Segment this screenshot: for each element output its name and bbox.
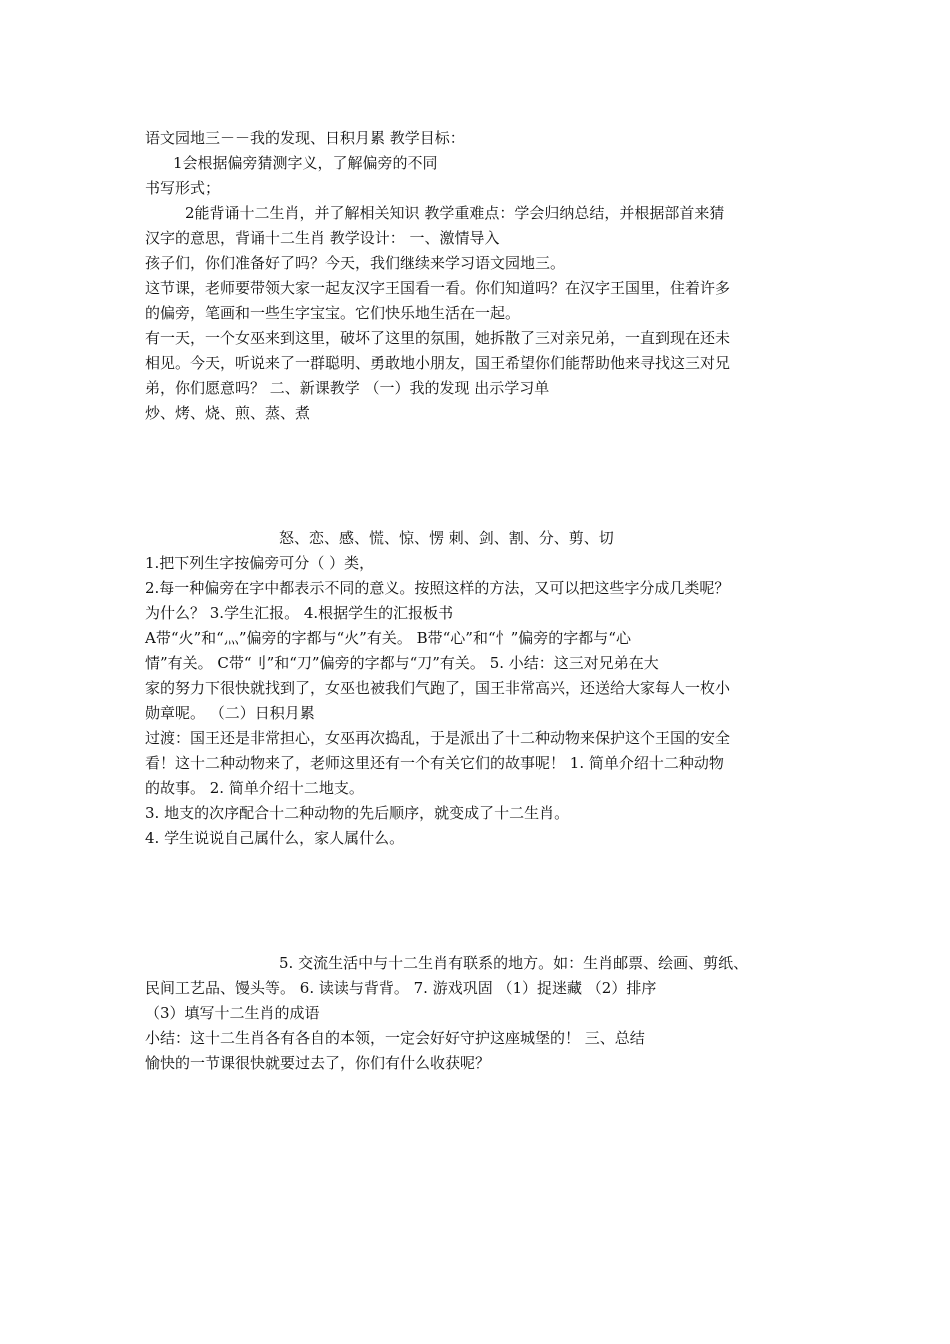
text-line: 书写形式； <box>145 179 221 197</box>
text-line: 弟，你们愿意吗？ 二、新课教学 （一）我的发现 出示学习单 <box>145 379 550 397</box>
text-line: 4. 学生说说自己属什么，家人属什么。 <box>145 829 405 847</box>
text-line: 家的努力下很快就找到了，女巫也被我们气跑了，国王非常高兴，还送给大家每人一枚小 <box>145 679 731 697</box>
text-line: 民间工艺品、馒头等。 6. 读读与背背。 7. 游戏巩固 （1）捉迷藏 （2）排序 <box>145 979 657 997</box>
text-line: 1.把下列生字按偏旁可分（ ）类， <box>145 554 375 572</box>
text-line: 汉字的意思，背诵十二生肖 教学设计： 一、激情导入 <box>145 229 500 247</box>
text-line: 炒、烤、烧、煎、蒸、煮 <box>145 404 311 422</box>
text-line: 2能背诵十二生肖，并了解相关知识 教学重难点：学会归纳总结，并根据部首来猜 <box>185 204 725 222</box>
text-line: 勋章呢。 （二）日积月累 <box>145 704 315 722</box>
text-line: 1会根据偏旁猜测字义，了解偏旁的不同 <box>173 154 438 172</box>
text-line: 愉快的一节课很快就要过去了，你们有什么收获呢？ <box>145 1054 491 1072</box>
text-line: 为什么？ 3.学生汇报。 4.根据学生的汇报板书 <box>145 604 454 622</box>
text-line: 的故事。 2. 简单介绍十二地支。 <box>145 779 364 797</box>
text-line: 情”有关。 C带“刂”和“刀”偏旁的字都与“刀”有关。 5. 小结：这三对兄弟在大 <box>145 654 659 672</box>
text-line: 小结：这十二生肖各有各自的本领，一定会好好守护这座城堡的！ 三、总结 <box>145 1029 645 1047</box>
text-line: A带“火”和“灬”偏旁的字都与“火”有关。 B带“心”和“忄”偏旁的字都与“心 <box>145 629 631 647</box>
text-line: 的偏旁，笔画和一些生字宝宝。它们快乐地生活在一起。 <box>145 304 521 322</box>
text-line: 语文园地三－－我的发现、日积月累 教学目标： <box>145 129 465 147</box>
text-line: 过渡：国王还是非常担心，女巫再次捣乱，于是派出了十二种动物来保护这个王国的安全 <box>145 729 731 747</box>
text-line: 看！这十二种动物来了，老师这里还有一个有关它们的故事呢！ 1. 简单介绍十二种动物 <box>145 754 724 772</box>
text-line: 孩子们，你们准备好了吗？今天，我们继续来学习语文园地三。 <box>145 254 566 272</box>
text-line: 3. 地支的次序配合十二种动物的先后顺序，就变成了十二生肖。 <box>145 804 570 822</box>
text-line: 怒、恋、感、慌、惊、愣 刺、剑、割、分、剪、切 <box>279 529 614 547</box>
text-line: （3）填写十二生肖的成语 <box>145 1004 320 1022</box>
text-line: 相见。今天，听说来了一群聪明、勇敢地小朋友，国王希望你们能帮助他来寻找这三对兄 <box>145 354 731 372</box>
text-line: 2.每一种偏旁在字中都表示不同的意义。按照这样的方法，又可以把这些字分成几类呢？ <box>145 579 730 597</box>
text-line: 5. 交流生活中与十二生肖有联系的地方。如：生肖邮票、绘画、剪纸、 <box>279 954 749 972</box>
text-line: 这节课，老师要带领大家一起友汉字王国看一看。你们知道吗？在汉字王国里，住着许多 <box>145 279 731 297</box>
text-line: 有一天，一个女巫来到这里，破坏了这里的氛围，她拆散了三对亲兄弟，一直到现在还未 <box>145 329 731 347</box>
